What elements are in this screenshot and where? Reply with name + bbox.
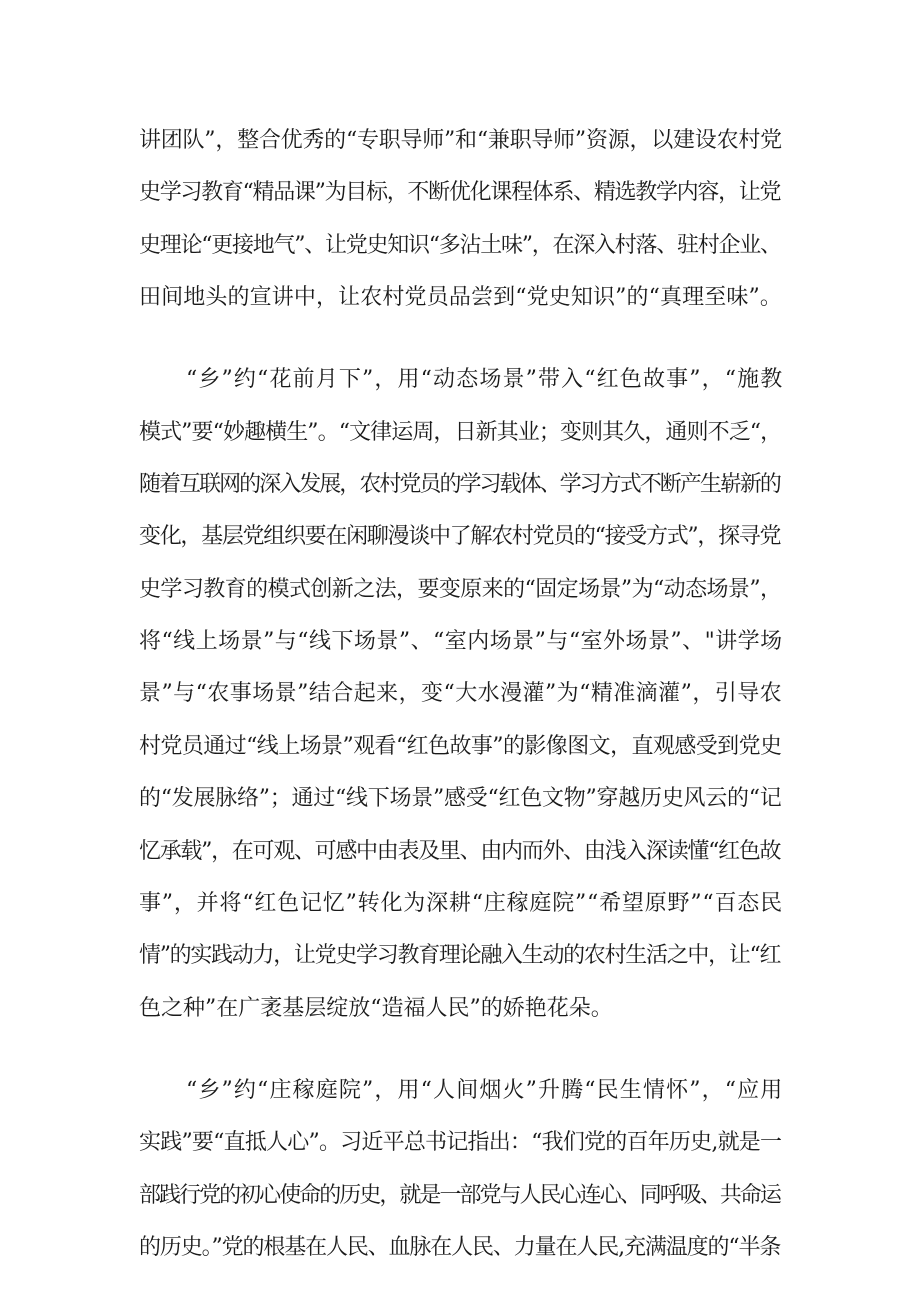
text-line: 景”与“农事场景”结合起来，变“大水漫灌”为“精准滴灌”，引导农 [139,681,783,706]
text-line: 色之种”在广袤基层绽放“造福人民”的娇艳花朵。 [139,996,613,1021]
text-line: 讲团队”，整合优秀的“专职导师”和“兼职导师”资源，以建设农村党 [139,128,782,153]
text-line: 随着互联网的深入发展，农村党员的学习载体、学习方式不断产生崭新的 [139,472,780,497]
text-line: “乡”约“庄稼庭院”，用“人间烟火”升腾“民生情怀”，“应用 [186,1078,784,1103]
text-line: “乡”约“花前月下”，用“动态场景”带入“红色故事”，“施教 [186,367,784,392]
text-line: 史理论“更接地气”、让党史知识“多沾土味”，在深入村落、驻村企业、 [139,233,781,258]
text-line: 将“线上场景”与“线下场景”、“室内场景”与“室外场景”、"讲学场 [139,629,783,654]
text-line: 的“发展脉络”；通过“线下场景”感受“红色文物”穿越历史风云的“记 [139,786,782,811]
text-line: 村党员通过“线上场景”观看“红色故事”的影像图文，直观感受到党史 [139,734,782,759]
text-line: 史学习教育的模式创新之法，要变原来的“固定场景”为“动态场景”， [139,577,782,602]
text-line: 田间地头的宣讲中，让农村党员品尝到“党史知识”的“真理至味”。 [139,285,783,310]
text-line: 变化，基层党组织要在闲聊漫谈中了解农村党员的“接受方式”，探寻党 [139,524,781,549]
text-line: 的历史。”党的根基在人民、血脉在人民、力量在人民,充满温度的“半条 [139,1235,781,1260]
text-line: 实践”要“直抵人心”。习近平总书记指出：“我们党的百年历史,就是一 [139,1130,782,1155]
text-line: 史学习教育“精品课”为目标，不断优化课程体系、精选教学内容，让党 [139,180,781,205]
text-line: 事”，并将“红色记忆”转化为深耕“庄稼庭院”“希望原野”“百态民 [139,891,783,916]
text-line: 部践行党的初心使命的历史，就是一部党与人民心连心、同呼吸、共命运 [139,1183,780,1208]
text-line: 模式”要“妙趣横生”。“文律运周，日新其业；变则其久，通则不乏“， [139,420,782,445]
text-line: 忆承载”，在可观、可感中由表及里、由内而外、由浅入深读懂“红色故 [139,839,781,864]
text-line: 情”的实践动力，让党史学习教育理论融入生动的农村生活之中，让“红 [139,943,781,968]
